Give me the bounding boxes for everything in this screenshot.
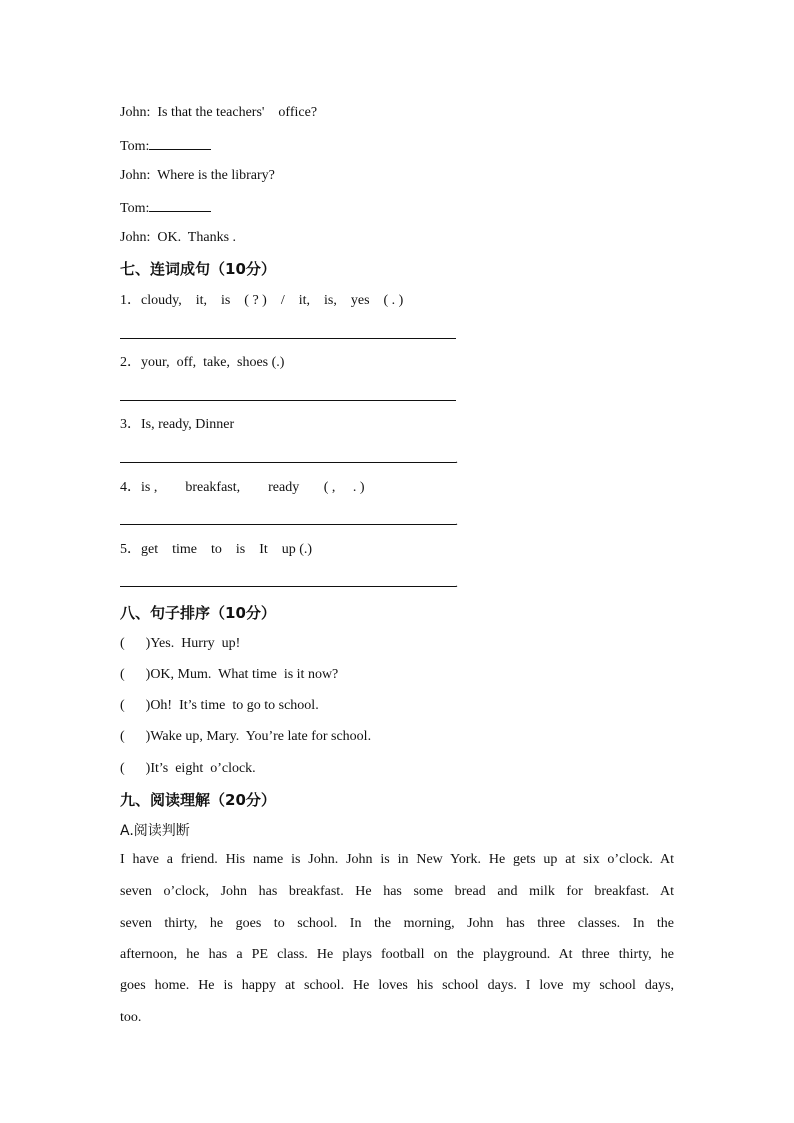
speaker: John:: [120, 105, 151, 120]
answer-line-2[interactable]: [120, 400, 456, 401]
sentence-item-4: 4．is , breakfast, ready ( , . ): [120, 480, 365, 495]
paragraph-line-5: goes home. He is happy at school. He loves his school days. I love my school days,: [120, 978, 674, 993]
dialogue-line-3: [120, 167, 275, 185]
paragraph-line-3: seven thirty, he goes to school. In the morning, John has three classes. In the: [120, 916, 674, 931]
paragraph-line-6: too.: [120, 1010, 142, 1025]
paragraph-line-2: seven o’clock, John has breakfast. He has some bread and milk for breakfast. At: [120, 884, 674, 899]
period-mark: .: [455, 452, 458, 466]
answer-line-4[interactable]: [120, 524, 456, 525]
answer-line-5[interactable]: [120, 586, 456, 587]
period-mark: .: [455, 514, 458, 528]
dialogue-text: OK. Thanks .: [157, 230, 237, 245]
sentence-item-2: 2．your, off, take, shoes (.): [120, 355, 285, 370]
order-item-1[interactable]: ( )Yes. Hurry up!: [120, 636, 241, 651]
section9-title: 九、阅读理解（20分）: [120, 791, 276, 809]
answer-blank[interactable]: [149, 136, 211, 150]
sentence-item-1: 1．cloudy, it, is ( ? ) / it, is, yes ( . ): [120, 293, 404, 308]
dialogue-line-5: [120, 229, 236, 247]
speaker: Tom:: [120, 201, 150, 216]
speaker: John:: [120, 230, 151, 245]
dialogue-text: Is that the teachers' office?: [157, 105, 318, 120]
order-item-3[interactable]: ( )Oh! It’s time to go to school.: [120, 698, 319, 713]
dialogue-line-2: [120, 136, 211, 156]
order-item-2[interactable]: ( )OK, Mum. What time is it now?: [120, 667, 339, 682]
section9-subtitle: A.阅读判断: [120, 823, 190, 839]
speaker: John:: [120, 168, 151, 183]
paragraph-line-1: I have a friend. His name is John. John is in New York. He gets up at six o’clock. At: [120, 852, 674, 867]
dialogue-text: Where is the library?: [157, 168, 275, 183]
speaker: Tom:: [120, 139, 150, 154]
paragraph-line-4: afternoon, he has a PE class. He plays football on the playground. At three thirty, he: [120, 947, 674, 962]
answer-line-1[interactable]: [120, 338, 456, 339]
section8-title: 八、句子排序（10分）: [120, 604, 276, 622]
order-item-4[interactable]: ( )Wake up, Mary. You’re late for school.: [120, 729, 372, 744]
answer-line-3[interactable]: [120, 462, 456, 463]
sentence-item-3: 3．Is, ready, Dinner: [120, 417, 235, 432]
period-mark: .: [455, 576, 458, 590]
dialogue-line-1: [120, 104, 317, 122]
section7-title: 七、连词成句（10分）: [120, 260, 276, 278]
sentence-item-5: 5．get time to is It up (.): [120, 542, 313, 557]
order-item-5[interactable]: ( )It’s eight o’clock.: [120, 761, 256, 776]
answer-blank[interactable]: [149, 198, 211, 212]
dialogue-line-4: [120, 198, 211, 218]
